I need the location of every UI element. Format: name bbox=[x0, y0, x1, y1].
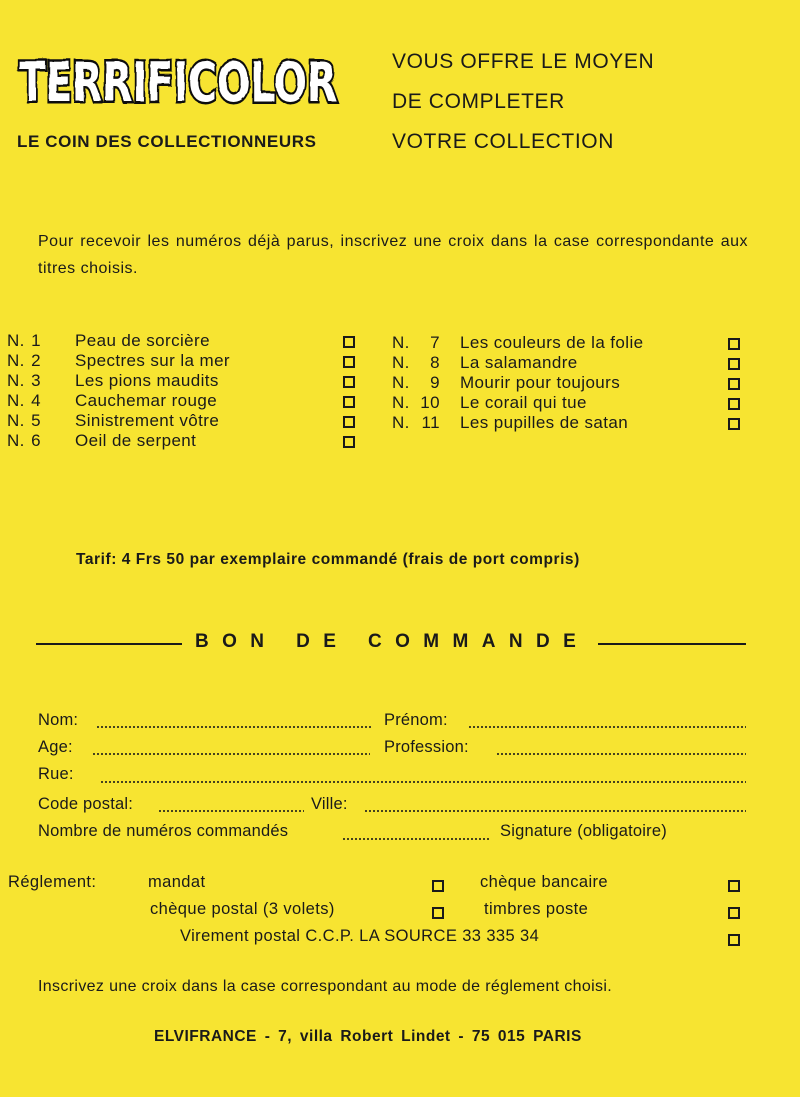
item-title: La salamandre bbox=[460, 353, 578, 372]
item-number: 8 bbox=[430, 353, 440, 372]
price-note: Tarif: 4 Frs 50 par exemplaire commandé (frais de port compris) bbox=[76, 551, 580, 568]
nombre-label: Nombre de numéros commandés bbox=[38, 822, 289, 840]
profession-label: Profession: bbox=[384, 738, 469, 756]
ville-field[interactable] bbox=[364, 810, 746, 812]
age-label: Age: bbox=[38, 738, 73, 756]
item-title: Les couleurs de la folie bbox=[460, 333, 644, 352]
virement-checkbox[interactable] bbox=[728, 934, 740, 946]
item-prefix: N. bbox=[392, 413, 410, 432]
intro-text: Pour recevoir les numéros déjà parus, inscrivez une croix dans la case correspondante aux titres choisis. bbox=[38, 233, 748, 277]
prenom-label: Prénom: bbox=[384, 711, 448, 729]
divider-right bbox=[598, 643, 746, 645]
item-number: 5 bbox=[31, 411, 41, 430]
checkbox[interactable] bbox=[728, 418, 740, 430]
list-item bbox=[7, 331, 367, 351]
checkbox[interactable] bbox=[343, 436, 355, 448]
profession-field[interactable] bbox=[496, 753, 746, 755]
mandat-checkbox[interactable] bbox=[432, 880, 444, 892]
item-prefix: N. bbox=[392, 353, 410, 372]
cheque-postal-checkbox[interactable] bbox=[432, 907, 444, 919]
list-item bbox=[392, 413, 752, 433]
item-prefix: N. bbox=[392, 393, 410, 412]
list-item bbox=[7, 411, 367, 431]
rue-label: Rue: bbox=[38, 765, 74, 783]
checkbox[interactable] bbox=[728, 358, 740, 370]
item-prefix: N. bbox=[7, 371, 25, 390]
item-title: Oeil de serpent bbox=[75, 431, 197, 450]
item-prefix: N. bbox=[7, 391, 25, 410]
code-postal-label: Code postal: bbox=[38, 795, 134, 813]
item-title: Les pions maudits bbox=[75, 371, 219, 390]
payment-label: Réglement: bbox=[8, 873, 97, 891]
payment-instruction: Inscrivez une croix dans la case correspondant au mode de réglement choisi. bbox=[38, 978, 613, 995]
ville-label: Ville: bbox=[311, 795, 348, 813]
prenom-field[interactable] bbox=[468, 726, 746, 728]
rue-field[interactable] bbox=[100, 781, 746, 783]
list-item bbox=[7, 351, 367, 371]
payment-mandat: mandat bbox=[148, 873, 206, 891]
payment-cheque-postal: chèque postal (3 volets) bbox=[150, 900, 335, 918]
item-title: Spectres sur la mer bbox=[75, 351, 230, 370]
list-item bbox=[392, 353, 752, 373]
list-item bbox=[7, 391, 367, 411]
item-prefix: N. bbox=[392, 373, 410, 392]
payment-cheque-bancaire: chèque bancaire bbox=[480, 873, 609, 891]
payment-timbres: timbres poste bbox=[484, 900, 589, 918]
item-number: 1 bbox=[31, 331, 41, 350]
item-title: Sinistrement vôtre bbox=[75, 411, 220, 430]
offer-line-2: DE COMPLETER bbox=[392, 90, 565, 113]
checkbox[interactable] bbox=[728, 398, 740, 410]
item-title: Cauchemar rouge bbox=[75, 391, 218, 410]
list-item bbox=[7, 431, 367, 451]
checkbox[interactable] bbox=[343, 376, 355, 388]
item-number: 11 bbox=[421, 413, 440, 432]
item-number: 7 bbox=[430, 333, 440, 352]
nom-field[interactable] bbox=[96, 726, 372, 728]
logo-lettering bbox=[14, 46, 342, 116]
checkbox[interactable] bbox=[343, 396, 355, 408]
checkbox[interactable] bbox=[728, 378, 740, 390]
offer-line-1: VOUS OFFRE LE MOYEN bbox=[392, 50, 655, 73]
list-item bbox=[392, 393, 752, 413]
item-title: Le corail qui tue bbox=[460, 393, 587, 412]
checkbox[interactable] bbox=[343, 356, 355, 368]
list-item bbox=[392, 373, 752, 393]
item-prefix: N. bbox=[7, 431, 25, 450]
order-form-title: BON DE COMMANDE bbox=[195, 631, 590, 652]
item-number: 6 bbox=[31, 431, 41, 450]
item-prefix: N. bbox=[7, 331, 25, 350]
item-number: 10 bbox=[420, 393, 440, 412]
age-field[interactable] bbox=[92, 753, 370, 755]
signature-label: Signature (obligatoire) bbox=[500, 822, 667, 840]
list-item bbox=[392, 333, 752, 353]
nom-label: Nom: bbox=[38, 711, 79, 729]
checkbox[interactable] bbox=[728, 338, 740, 350]
item-prefix: N. bbox=[7, 351, 25, 370]
item-title: Mourir pour toujours bbox=[460, 373, 621, 392]
logo-subtitle: LE COIN DES COLLECTIONNEURS bbox=[17, 132, 317, 151]
item-number: 2 bbox=[31, 351, 41, 370]
titles-right-list bbox=[392, 333, 752, 443]
timbres-checkbox[interactable] bbox=[728, 907, 740, 919]
nombre-field[interactable] bbox=[342, 838, 490, 840]
checkbox[interactable] bbox=[343, 336, 355, 348]
list-item bbox=[7, 371, 367, 391]
cheque-bancaire-checkbox[interactable] bbox=[728, 880, 740, 892]
item-prefix: N. bbox=[7, 411, 25, 430]
publisher-address: ELVIFRANCE - 7, villa Robert Lindet - 75 015 PARIS bbox=[154, 1028, 582, 1045]
svg-text:TERRIFICOLOR: TERRIFICOLOR bbox=[19, 51, 337, 114]
item-number: 3 bbox=[31, 371, 41, 390]
payment-virement: Virement postal C.C.P. LA SOURCE 33 335 34 bbox=[180, 927, 540, 945]
item-title: Les pupilles de satan bbox=[460, 413, 629, 432]
item-number: 9 bbox=[430, 373, 440, 392]
code-postal-field[interactable] bbox=[158, 810, 304, 812]
terrificolor-logo bbox=[14, 46, 342, 116]
titles-left-list bbox=[7, 331, 367, 461]
item-title: Peau de sorcière bbox=[75, 331, 210, 350]
item-number: 4 bbox=[31, 391, 41, 410]
checkbox[interactable] bbox=[343, 416, 355, 428]
divider-left bbox=[36, 643, 182, 645]
item-prefix: N. bbox=[392, 333, 410, 352]
offer-line-3: VOTRE COLLECTION bbox=[392, 130, 614, 153]
